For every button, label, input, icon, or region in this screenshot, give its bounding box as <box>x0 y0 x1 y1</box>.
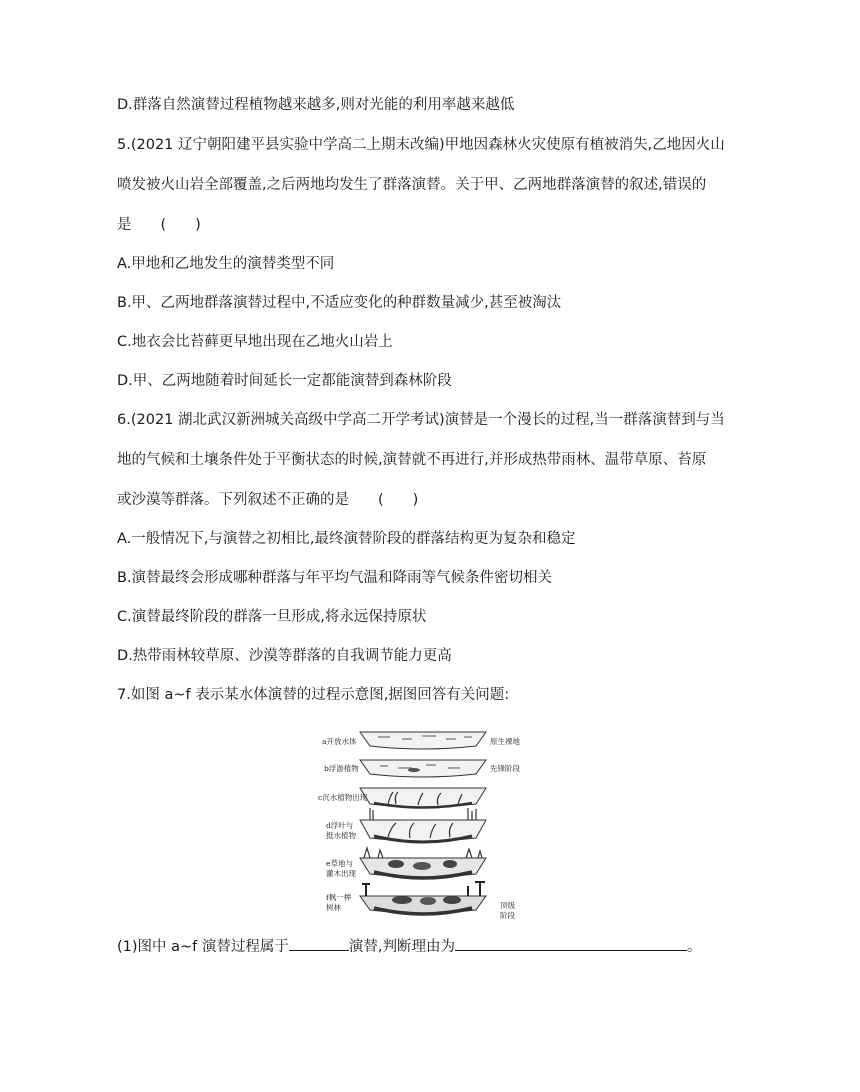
text-line-12: A.一般情况下,与演替之初相比,最终演替阶段的群落结构更为复杂和稳定 <box>117 531 576 547</box>
stage-a <box>322 732 520 749</box>
text-line-8: D.甲、乙两地随着时间延长一定都能演替到森林阶段 <box>117 373 452 389</box>
question-7-1 <box>117 936 702 957</box>
question-7-1-text-c: 。 <box>687 939 702 955</box>
label-b: b浮游植物 <box>324 764 359 773</box>
text-line-14: C.演替最终阶段的群落一旦形成,将永远保持原状 <box>117 609 427 625</box>
text-line-4: 是 ( ) <box>117 217 201 233</box>
stage-f <box>326 882 515 920</box>
text-line-3: 喷发被火山岩全部覆盖,之后两地均发生了群落演替。关于甲、乙两地群落演替的叙述,错误的 <box>117 177 707 193</box>
text-line-15: D.热带雨林较草原、沙漠等群落的自我调节能力更高 <box>117 648 452 664</box>
succession-figure <box>318 724 546 924</box>
text-line-11: 或沙漠等群落。下列叙述不正确的是 ( ) <box>117 492 419 508</box>
answer-blank-1[interactable] <box>289 936 349 951</box>
text-line-10: 地的气候和土壤条件处于平衡状态的时候,演替就不再进行,并形成热带雨林、温带草原、苔原 <box>117 452 707 468</box>
label-d2: 挺水植物 <box>326 831 356 840</box>
text-line-16: 7.如图 a~f 表示某水体演替的过程示意图,据图回答有关问题: <box>117 687 510 703</box>
text-line-7: C.地衣会比苔藓更早地出现在乙地火山岩上 <box>117 334 393 350</box>
text-line-13: B.演替最终会形成哪种群落与年平均气温和降雨等气候条件密切相关 <box>117 570 553 586</box>
label-f2: 树林 <box>326 903 341 912</box>
label-a-right: 原生裸地 <box>490 737 520 746</box>
text-line-5: A.甲地和乙地发生的演替类型不同 <box>117 256 335 272</box>
label-e1: e草地与 <box>326 859 353 868</box>
label-f-right2: 阶段 <box>500 911 515 920</box>
label-b-right: 先锋阶段 <box>490 764 520 773</box>
answer-blank-2[interactable] <box>455 936 687 951</box>
stage-d <box>326 808 486 842</box>
stage-b <box>324 760 520 777</box>
label-a: a开放水体 <box>322 737 357 746</box>
question-7-1-text-b: 演替,判断理由为 <box>348 939 456 955</box>
text-line-6: B.甲、乙两地群落演替过程中,不适应变化的种群数量减少,甚至被淘汰 <box>117 295 562 311</box>
label-d1: d浮叶与 <box>326 821 354 830</box>
stage-c <box>318 788 486 808</box>
text-line-1: D.群落自然演替过程植物越来越多,则对光能的利用率越来越低 <box>117 97 515 113</box>
text-line-9: 6.(2021 湖北武汉新洲城关高级中学高二开学考试)演替是一个漫长的过程,当一群落演替到与当 <box>117 412 725 428</box>
stage-e <box>326 848 486 878</box>
label-f-right1: 顶级 <box>500 901 515 910</box>
text-line-2: 5.(2021 辽宁朝阳建平县实验中学高二上期末改编)甲地因森林火灾使原有植被消失,乙地因火山 <box>117 137 725 153</box>
label-f1: f枫一榉 <box>326 893 352 902</box>
succession-diagram <box>318 724 546 924</box>
label-e2: 灌木出现 <box>326 869 356 878</box>
question-7-1-text-a: (1)图中 a~f 演替过程属于 <box>117 939 289 955</box>
label-c: c沉水植物出现 <box>318 793 368 802</box>
